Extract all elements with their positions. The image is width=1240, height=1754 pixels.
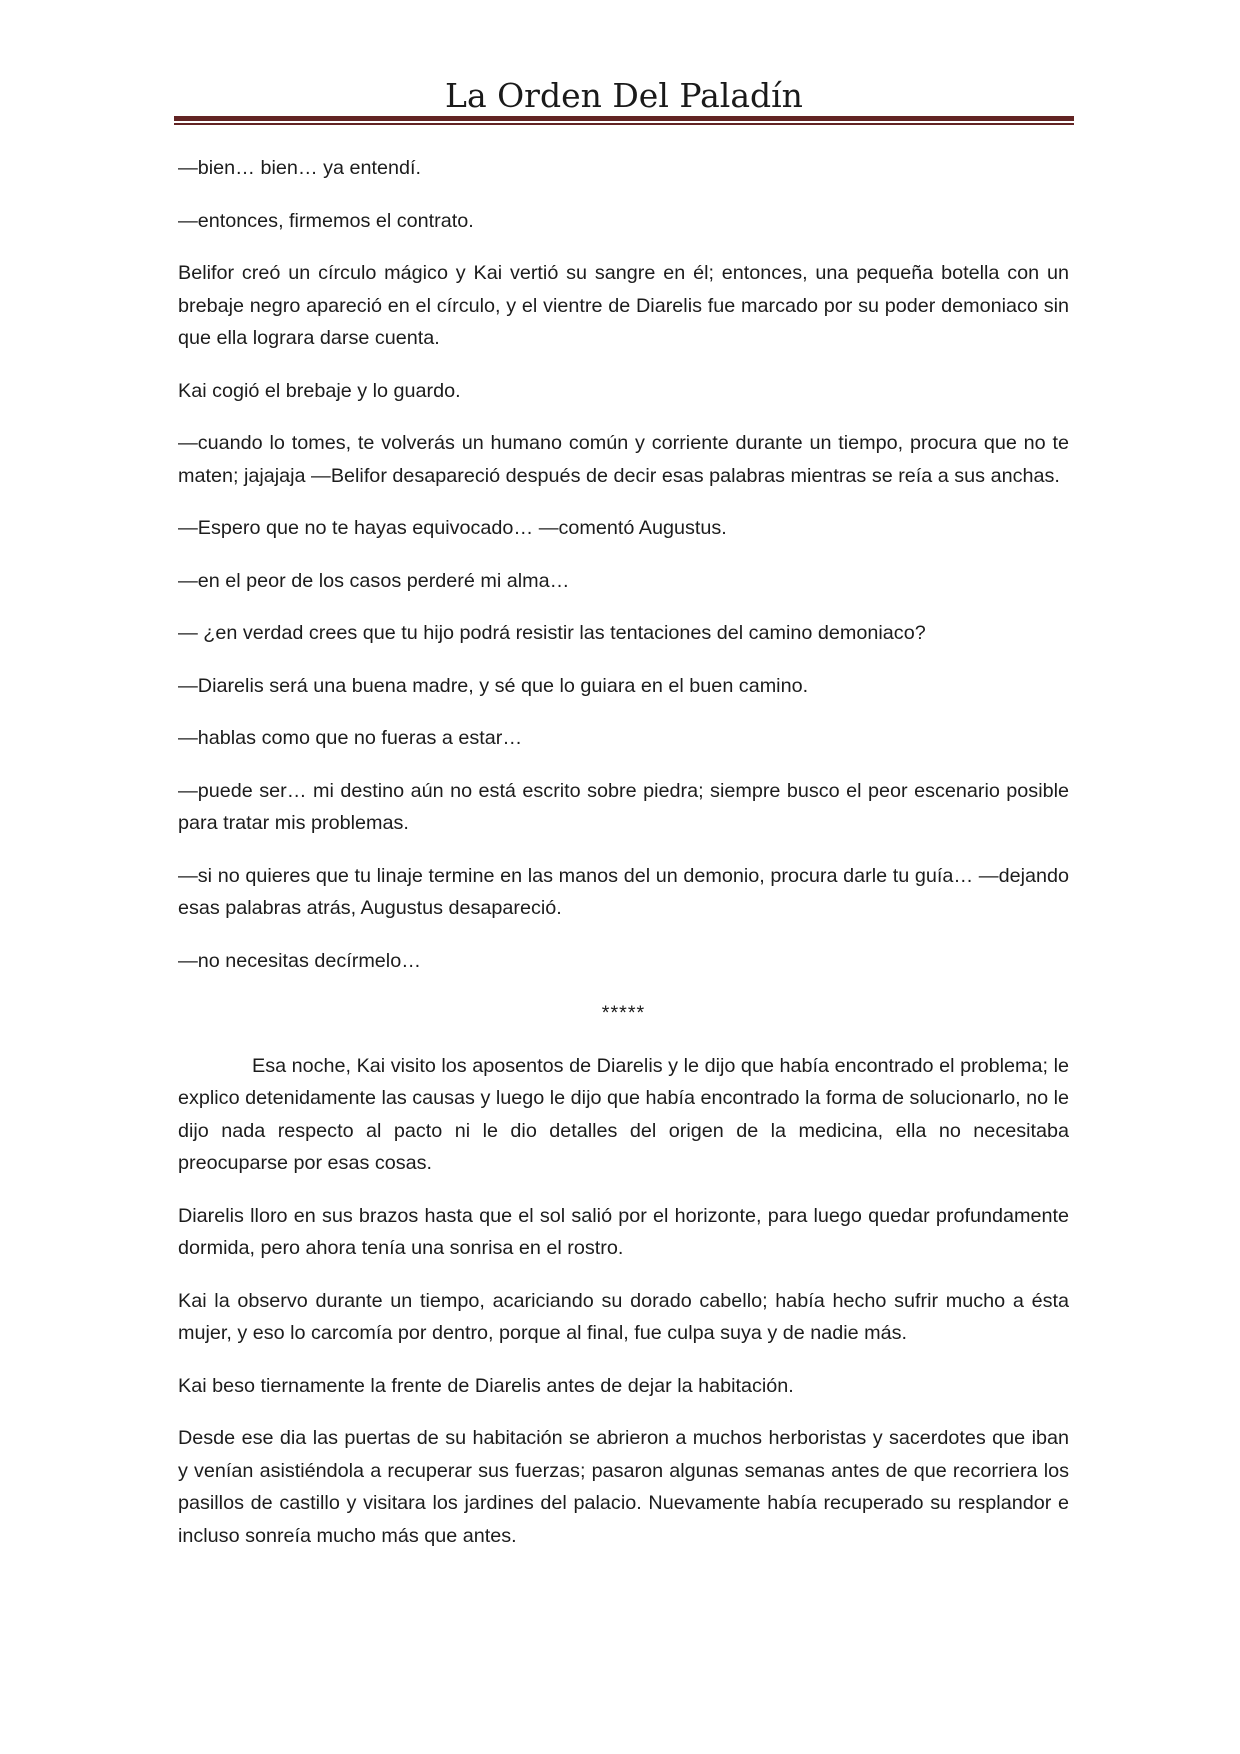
paragraph: Kai la observo durante un tiempo, acariciando su dorado cabello; había hecho sufrir mucho a ésta mujer, y eso lo carcomía por dentro, porque al final, fue culpa suya y de nadie más. bbox=[178, 1289, 1069, 1344]
paragraph: —no necesitas decírmelo… bbox=[178, 949, 421, 972]
header-rule-thin-line bbox=[174, 123, 1074, 125]
paragraph: Belifor creó un círculo mágico y Kai vertió su sangre en él; entonces, una pequeña botella con un brebaje negro apareció en el círculo, y el vientre de Diarelis fue marcado por su poder demoniaco sin que ella lograra darse cuenta. bbox=[178, 262, 1069, 349]
paragraph: — ¿en verdad crees que tu hijo podrá resistir las tentaciones del camino demoniaco? bbox=[178, 622, 926, 644]
paragraph: —bien… bien… ya entendí. bbox=[178, 157, 422, 179]
paragraph: —hablas como que no fueras a estar… bbox=[178, 727, 523, 749]
paragraph: Diarelis lloro en sus brazos hasta que el sol salió por el horizonte, para luego quedar profundamente dormida, pero ahora tenía una sonrisa en el rostro. bbox=[178, 1204, 1069, 1259]
page-header bbox=[174, 70, 1074, 122]
paragraph: Kai beso tiernamente la frente de Diarelis antes de dejar la habitación. bbox=[178, 1374, 794, 1397]
paragraph: —entonces, firmemos el contrato. bbox=[178, 209, 474, 232]
paragraph: Desde ese dia las puertas de su habitación se abrieron a muchos herboristas y sacerdotes que iban y venían asistiéndola a recuperar sus fuerzas; pasaron algunas semanas antes de que recorriera los pasillos de castillo y visitara los jardines del palacio. Nuevamente había recuperado su resplandor e incluso sonreía mucho más que antes. bbox=[178, 1427, 1069, 1547]
paragraph: —cuando lo tomes, te volverás un humano común y corriente durante un tiempo, procura que no te maten; jajajaja —Belifor desapareció después de decir esas palabras mientras se reía a sus anchas. bbox=[178, 432, 1069, 487]
paragraph: Esa noche, Kai visito los aposentos de Diarelis y le dijo que había encontrado el problema; le explico detenidamente las causas y luego le dijo que había encontrado la forma de solucionarlo, no le dijo nada respecto al pacto ni le dio detalles del origen de la medicina, ella no necesitaba preocuparse por esas cosas. bbox=[178, 1054, 1069, 1174]
paragraph: —Diarelis será una buena madre, y sé que lo guiara en el buen camino. bbox=[178, 674, 809, 697]
paragraph: —si no quieres que tu linaje termine en las manos del un demonio, procura darle tu guía… —dejando esas palabras atrás, Augustus desapareció. bbox=[178, 864, 1069, 919]
paragraph: —Espero que no te hayas equivocado… —comentó Augustus. bbox=[178, 517, 727, 539]
scene-separator: ***** bbox=[601, 1002, 646, 1024]
paragraph: —puede ser… mi destino aún no está escrito sobre piedra; siempre busco el peor escenario posible para tratar mis problemas. bbox=[178, 779, 1069, 834]
document-body bbox=[178, 152, 1069, 1572]
paragraph: —en el peor de los casos perderé mi alma… bbox=[178, 569, 570, 592]
paragraph: Kai cogió el brebaje y lo guardo. bbox=[178, 379, 461, 402]
header-title: La Orden Del Paladín bbox=[445, 76, 803, 115]
